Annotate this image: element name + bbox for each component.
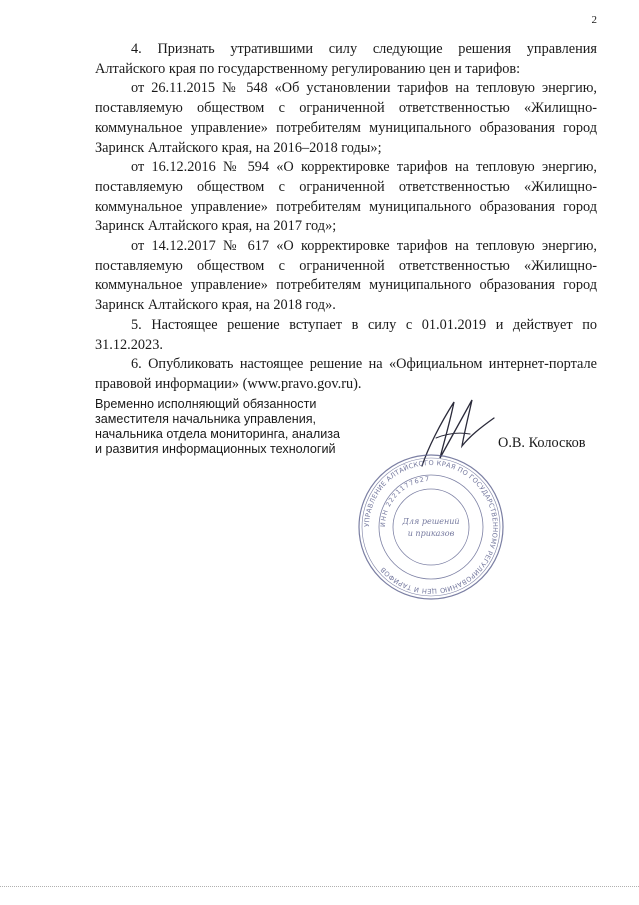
stamp-outer-ring-text: УПРАВЛЕНИЕ АЛТАЙСКОГО КРАЯ ПО ГОСУДАРСТВЕННОМУ РЕГУЛИРОВАНИЮ ЦЕН И ТАРИФОВ [362, 458, 500, 596]
signatory-position-line: начальника отдела мониторинга, анализа [95, 427, 341, 441]
official-seal-stamp [356, 452, 506, 602]
signatory-position [95, 397, 395, 457]
stamp-center-line-2: и приказов [407, 529, 455, 538]
paragraph-item-4: 4. Признать утратившими силу следующие решения управления Алтайского края по государственному регулированию цен и тарифов: [95, 41, 597, 77]
stamp-center-line-1: Для решений [402, 517, 460, 526]
paragraph-item-6: 6. Опубликовать настоящее решение на «Официальном интернет-портале правовой информации» (www.pravo.gov.ru). [95, 356, 597, 392]
paragraph-item-5: 5. Настоящее решение вступает в силу с 01.01.2019 и действует по 31.12.2023. [95, 316, 597, 353]
signatory-name: О.В. Колосков [498, 435, 586, 451]
footer-divider [0, 886, 639, 887]
document-body [95, 40, 597, 395]
decision-548: от 26.11.2015 № 548 «Об установлении тарифов на тепловую энергию, поставляемую обществом с ограниченной ответственностью «Жилищно-коммунальное управление» потребителям муниципального образования город Заринск Алтайского края, на 2016–2018 годы»; [95, 80, 597, 156]
stamp-inn-text: ИНН 2221177627 [378, 474, 431, 528]
svg-text:УПРАВЛЕНИЕ АЛТАЙСКОГО КРАЯ ПО [363, 459, 499, 595]
signatory-position-line: заместителя начальника управления, [95, 412, 317, 426]
decision-617: от 14.12.2017 № 617 «О корректировке тарифов на тепловую энергию, поставляемую обществом с ограниченной ответственностью «Жилищно-коммунальное управление» потребителям муниципального образования город Заринск Алтайского края, на 2018 год». [95, 238, 597, 314]
signatory-position-line: Временно исполняющий обязанности [95, 397, 317, 411]
decision-594: от 16.12.2016 № 594 «О корректировке тарифов на тепловую энергию, поставляемую обществом с ограниченной ответственностью «Жилищно-коммунальное управление» потребителям муниципального образования город Заринск Алтайского края, на 2017 год»; [95, 159, 597, 235]
page-number: 2 [591, 14, 597, 26]
signatory-position-line: и развития информационных технологий [95, 442, 336, 456]
